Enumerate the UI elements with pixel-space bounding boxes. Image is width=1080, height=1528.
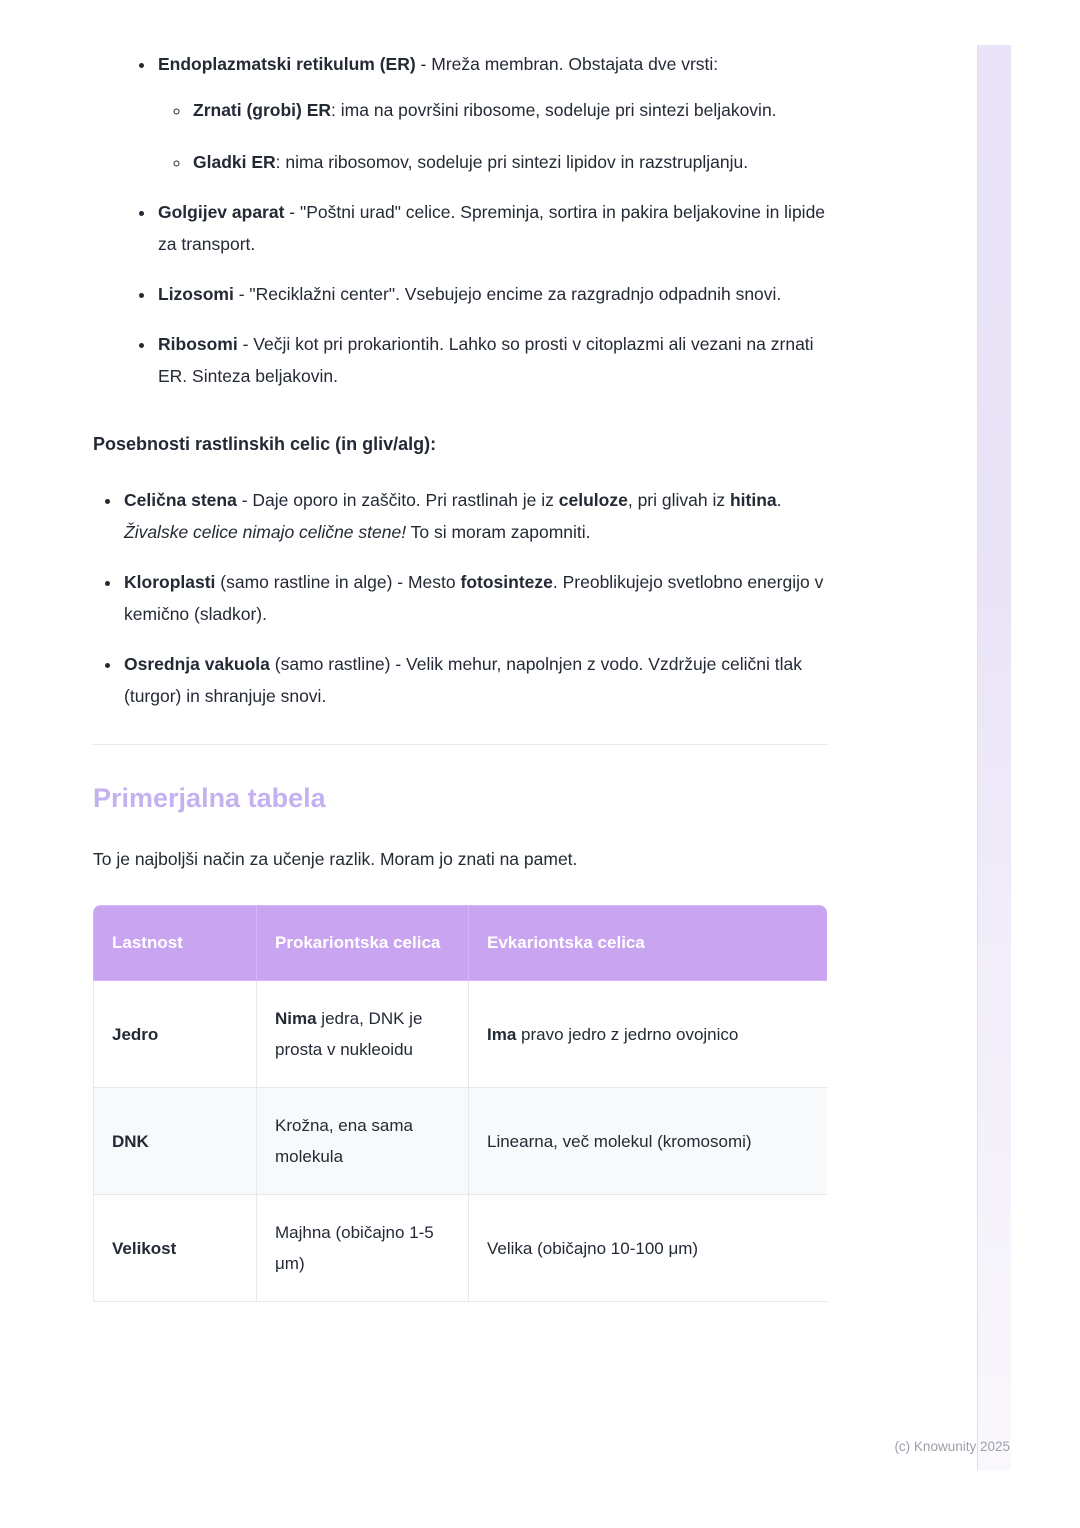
page-edge-gradient [977, 45, 1011, 1470]
comparison-table [93, 905, 827, 1302]
text: - Večji kot pri prokariontih. Lahko so prosti v citoplazmi ali vezani na zrnati ER. Sinteza beljakovin. [158, 334, 814, 386]
text: - Daje oporo in zaščito. Pri rastlinah je iz [236, 490, 559, 510]
text: Velika (običajno 10-100 μm) [487, 1238, 699, 1258]
table-cell [469, 981, 828, 1088]
table-intro-paragraph: To je najboljši način za učenje razlik. Moram jo znati na pamet. [93, 849, 578, 869]
italic-text: Živalske celice nimajo celične stene! [124, 522, 407, 542]
list-item [156, 48, 827, 178]
bold-text: Kloroplasti [124, 572, 216, 592]
comparison-table-wrap [93, 905, 827, 1302]
table-row-label: Velikost [94, 1195, 257, 1302]
table-row-label: DNK [94, 1088, 257, 1195]
comparison-table-head [94, 906, 828, 981]
copyright-watermark: (c) Knowunity 2025 [894, 1439, 1010, 1454]
bold-text: Osrednja vakuola [124, 654, 270, 674]
bold-text: Endoplazmatski retikulum (ER) [158, 54, 416, 74]
table-header-cell: Lastnost [94, 906, 257, 981]
table-row [94, 1195, 828, 1302]
bold-text: Gladki ER [193, 152, 276, 172]
table-header-cell: Prokariontska celica [257, 906, 469, 981]
bold-text: Ribosomi [158, 334, 238, 354]
table-row [94, 981, 828, 1088]
text: - "Reciklažni center". Vsebujejo encime za razgradnjo odpadnih snovi. [233, 284, 782, 304]
table-cell [469, 1195, 828, 1302]
bold-text: Ima [487, 1024, 517, 1044]
list-item [156, 278, 827, 310]
text: . Preoblikujejo svetlobno energijo v kemično (sladkor). [124, 572, 824, 624]
list-item [156, 328, 827, 392]
text: - "Poštni urad" celice. Spreminja, sortira in pakira beljakovine in lipide za transport. [158, 202, 826, 254]
text: To si moram zapomniti. [406, 522, 591, 542]
sub-list-item [191, 94, 827, 126]
text: (samo rastline in alge) - Mesto [215, 572, 461, 592]
bold-text: Celična stena [124, 490, 237, 510]
bold-text: fotosinteze [460, 572, 553, 592]
bold-text: Lizosomi [158, 284, 234, 304]
text: (samo rastline) - Velik mehur, napolnjen z vodo. Vzdržuje celični tlak (turgor) in shranjuje snovi. [124, 654, 802, 706]
table-row-label: Jedro [94, 981, 257, 1088]
plant-features-list [93, 484, 827, 712]
list-item [122, 648, 827, 712]
table-cell [257, 1195, 469, 1302]
sub-list [158, 94, 827, 178]
bold-text: Nima [275, 1009, 317, 1028]
section-divider [93, 744, 827, 745]
bold-text: Zrnati (grobi) ER [193, 100, 332, 120]
list-item [122, 566, 827, 630]
sub-list-item [191, 146, 827, 178]
bold-text: celuloze [558, 490, 628, 510]
text: jedra, DNK je prosta v nukleoidu [275, 1009, 423, 1059]
organelles-list [93, 48, 827, 392]
table-cell [469, 1088, 828, 1195]
comparison-heading: Primerjalna tabela [93, 783, 326, 813]
text: pravo jedro z jedrno ovojnico [516, 1024, 739, 1044]
list-item [156, 196, 827, 260]
table-row [94, 1088, 828, 1195]
bold-text: Golgijev aparat [158, 202, 285, 222]
list-item [122, 484, 827, 548]
text: Majhna (običajno 1-5 μm) [275, 1223, 434, 1273]
text: , pri glivah iz [627, 490, 730, 510]
text: . [776, 490, 782, 510]
plant-features-heading: Posebnosti rastlinskih celic (in gliv/alg): [93, 434, 437, 454]
table-header-cell: Evkariontska celica [469, 906, 828, 981]
text: : ima na površini ribosome, sodeluje pri sintezi beljakovin. [331, 100, 777, 120]
table-header-row [94, 906, 828, 981]
bold-text: hitina [729, 490, 777, 510]
comparison-table-body [94, 981, 828, 1302]
text: Linearna, več molekul (kromosomi) [487, 1131, 752, 1151]
text: : nima ribosomov, sodeluje pri sintezi lipidov in razstrupljanju. [275, 152, 749, 172]
text: - Mreža membran. Obstajata dve vrsti: [415, 54, 719, 74]
text: Krožna, ena sama molekula [275, 1116, 413, 1166]
table-cell [257, 1088, 469, 1195]
content-column [93, 0, 827, 1302]
table-cell [257, 981, 469, 1088]
